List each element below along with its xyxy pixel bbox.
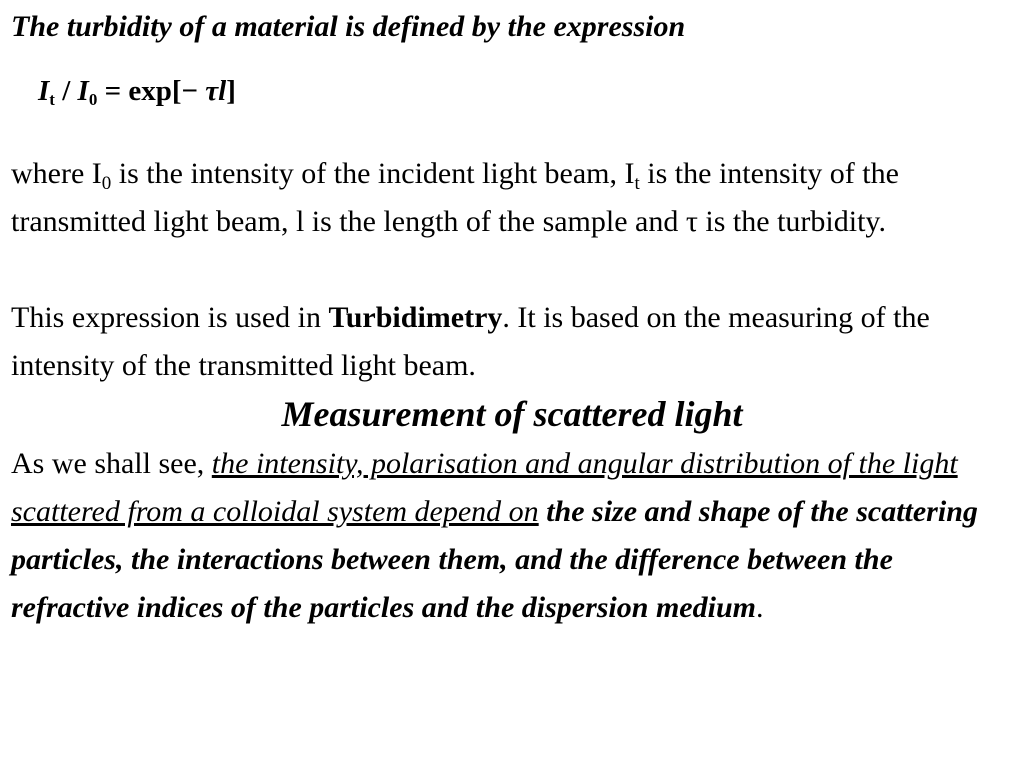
para3-end: . <box>755 591 764 624</box>
formula-slash: / <box>54 75 78 107</box>
formula-tau-l: τl <box>205 75 227 107</box>
para1-text-3: is the intensity of the transmitted light beam, l is the length of the sample and τ is the turbidity. <box>11 157 899 238</box>
para2-text-1: This expression is used in <box>11 301 329 334</box>
formula-it-subscript: t <box>49 90 55 109</box>
turbidimetry-paragraph <box>11 294 1016 390</box>
para1-text-1: where I <box>11 157 102 190</box>
section-title: Measurement of scattered light <box>281 394 743 434</box>
turbidity-formula <box>38 76 236 108</box>
formula-it: I <box>38 75 50 107</box>
para3-underlined-text: the intensity, polarisation and angular distribution of the light scattered from a colloidal system depend on <box>11 447 958 528</box>
definition-paragraph <box>11 150 1016 246</box>
para2-text-2: . It is based on the measuring of the intensity of the transmitted light beam. <box>11 301 930 382</box>
formula-close-bracket: ] <box>226 75 236 107</box>
para1-subscript-0: 0 <box>101 173 112 194</box>
scattering-paragraph <box>11 440 1016 632</box>
formula-i0: I <box>77 75 89 107</box>
para1-subscript-t: t <box>634 173 640 194</box>
para3-bold-text: the size and shape of the scattering particles, the interactions between them, and the difference between the refractive indices of the particles and the dispersion medium <box>11 495 978 624</box>
para3-text-1: As we shall see, <box>11 447 212 480</box>
formula-i0-subscript: 0 <box>88 90 98 109</box>
formula-rhs: = exp[− <box>97 75 206 107</box>
para1-text-2: is the intensity of the incident light beam, I <box>111 157 635 190</box>
turbidimetry-term: Turbidimetry <box>328 301 503 334</box>
heading: The turbidity of a material is defined by the expression <box>11 10 686 43</box>
